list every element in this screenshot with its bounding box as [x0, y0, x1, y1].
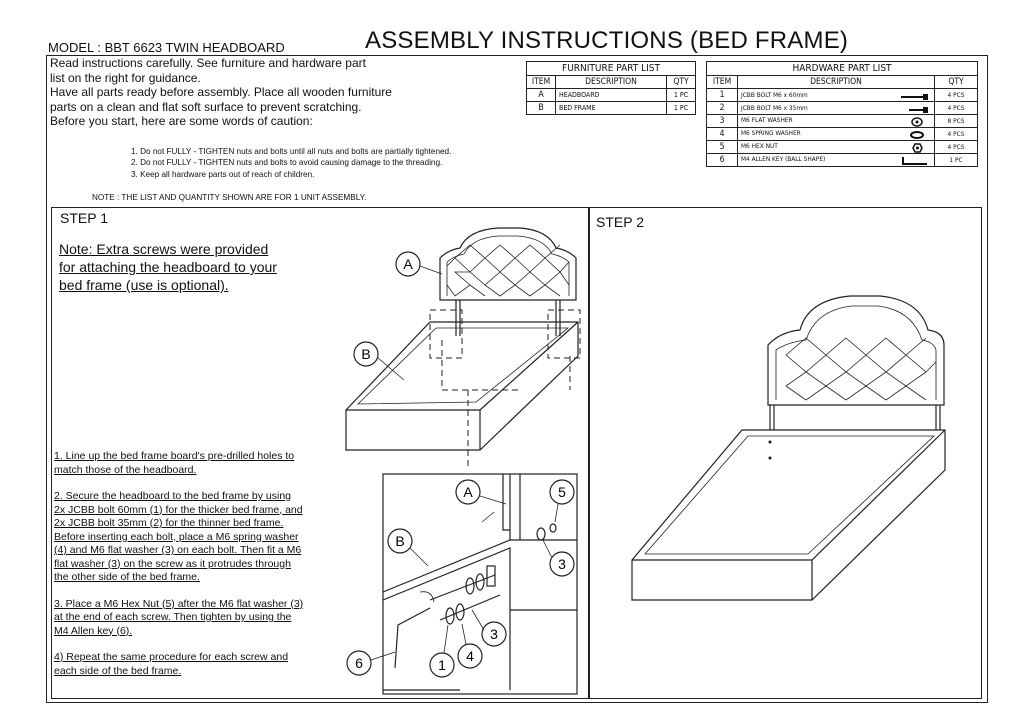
note-line: for attaching the headboard to your	[59, 259, 277, 275]
note-line: bed frame (use is optional).	[59, 277, 229, 293]
instruction-item: 2. Secure the headboard to the bed frame by using 2x JCBB bolt 60mm (1) for the thicker bed frame, and 2x JCBB bolt 35mm (2) for the thinner bed frame. Before inserting each bolt, place a M6 spring washer (4) and M6 flat washer (3) on each bolt. Then fit a M6 flat washer (3) on the screw as it protrudes through the other side of the bed frame.	[54, 490, 303, 583]
caution-item: 1. Do not FULLY - TIGHTEN nuts and bolts until all nuts and bolts are partially tightened.	[131, 147, 452, 156]
item-cell: 2	[707, 102, 738, 115]
callout-a: A	[403, 256, 413, 272]
item-cell: 1	[707, 89, 738, 102]
qty-cell: 4 PCS	[935, 102, 978, 115]
column-header: DESCRIPTION	[738, 76, 935, 89]
item-cell: 3	[707, 115, 738, 128]
intro-line: Read instructions carefully. See furniture and hardware part	[50, 56, 366, 70]
description-text: JCBB BOLT M6 x 60mm	[741, 91, 808, 99]
item-cell: 6	[707, 154, 738, 167]
callout-b-detail: B	[395, 533, 405, 549]
model-number: MODEL : BBT 6623 TWIN HEADBOARD	[48, 40, 285, 55]
callout-a-detail: A	[463, 484, 473, 500]
column-header: ITEM	[707, 76, 738, 89]
column-header: DESCRIPTION	[556, 76, 667, 89]
item-cell: 5	[707, 141, 738, 154]
note-line: Note: Extra screws were provided	[59, 241, 269, 257]
intro-line: Before you start, here are some words of caution:	[50, 114, 313, 129]
bed-frame-drawing	[346, 310, 580, 470]
description-text: M6 HEX NUT	[741, 142, 778, 150]
instruction-item: 4) Repeat the same procedure for each screw and each side of the bed frame.	[54, 651, 289, 677]
furniture-list-title: FURNITURE PART LIST	[527, 62, 696, 76]
qty-cell: 1 PC	[667, 89, 696, 102]
instruction-item: 3. Place a M6 Hex Nut (5) after the M6 flat washer (3) at the end of each screw. Then tighten by using the M4 Allen key (6).	[54, 597, 304, 637]
step-1-label: STEP 1	[60, 210, 108, 226]
column-header: ITEM	[527, 76, 556, 89]
intro-line: Have all parts ready before assembly. Place all wooden furniture	[50, 85, 392, 100]
column-header: QTY	[935, 76, 978, 89]
headboard-drawing	[440, 228, 576, 336]
description-text: M4 ALLEN KEY (BALL SHAPE)	[741, 155, 826, 163]
instruction-item: 1. Line up the bed frame board's pre-drilled holes to match those of the headboard.	[54, 450, 295, 476]
assembled-bed-drawing	[632, 296, 945, 600]
qty-cell: 4 PCS	[935, 128, 978, 141]
item-cell: A	[527, 89, 556, 102]
callout-b: B	[361, 346, 371, 362]
description-text: M6 FLAT WASHER	[741, 116, 793, 124]
item-cell: B	[527, 102, 556, 115]
qty-cell: 1 PC	[935, 154, 978, 167]
qty-cell: 4 PCS	[935, 89, 978, 102]
intro-line: list on the right for guidance.	[50, 70, 201, 85]
detail-view	[383, 474, 577, 694]
description-text: M6 SPRING WASHER	[741, 129, 801, 137]
callout-4: 4	[466, 648, 474, 664]
callout-3: 3	[558, 556, 566, 572]
description-text: JCBB BOLT M6 x 35mm	[741, 104, 808, 112]
callout-1: 1	[438, 657, 446, 673]
qty-cell: 4 PCS	[935, 141, 978, 154]
step-2-label: STEP 2	[596, 214, 644, 230]
description-cell: HEADBOARD	[556, 89, 667, 102]
description-cell: BED FRAME	[556, 102, 667, 115]
item-cell: 4	[707, 128, 738, 141]
hardware-list-title: HARDWARE PART LIST	[707, 62, 978, 76]
quantity-note: NOTE : THE LIST AND QUANTITY SHOWN ARE FOR 1 UNIT ASSEMBLY.	[92, 193, 367, 202]
callout-3: 3	[490, 626, 498, 642]
callout-6: 6	[355, 655, 363, 671]
intro-line: parts on a clean and flat soft surface to prevent scratching.	[50, 99, 362, 114]
qty-cell: 8 PCS	[935, 115, 978, 128]
column-header: QTY	[667, 76, 696, 89]
callout-5: 5	[558, 484, 566, 500]
qty-cell: 1 PC	[667, 102, 696, 115]
caution-item: 3. Keep all hardware parts out of reach of children.	[131, 169, 315, 179]
page-title: ASSEMBLY INSTRUCTIONS (BED FRAME)	[365, 27, 849, 54]
caution-item: 2. Do not FULLY - TIGHTEN nuts and bolts to avoid causing damage to the threading.	[131, 158, 443, 168]
